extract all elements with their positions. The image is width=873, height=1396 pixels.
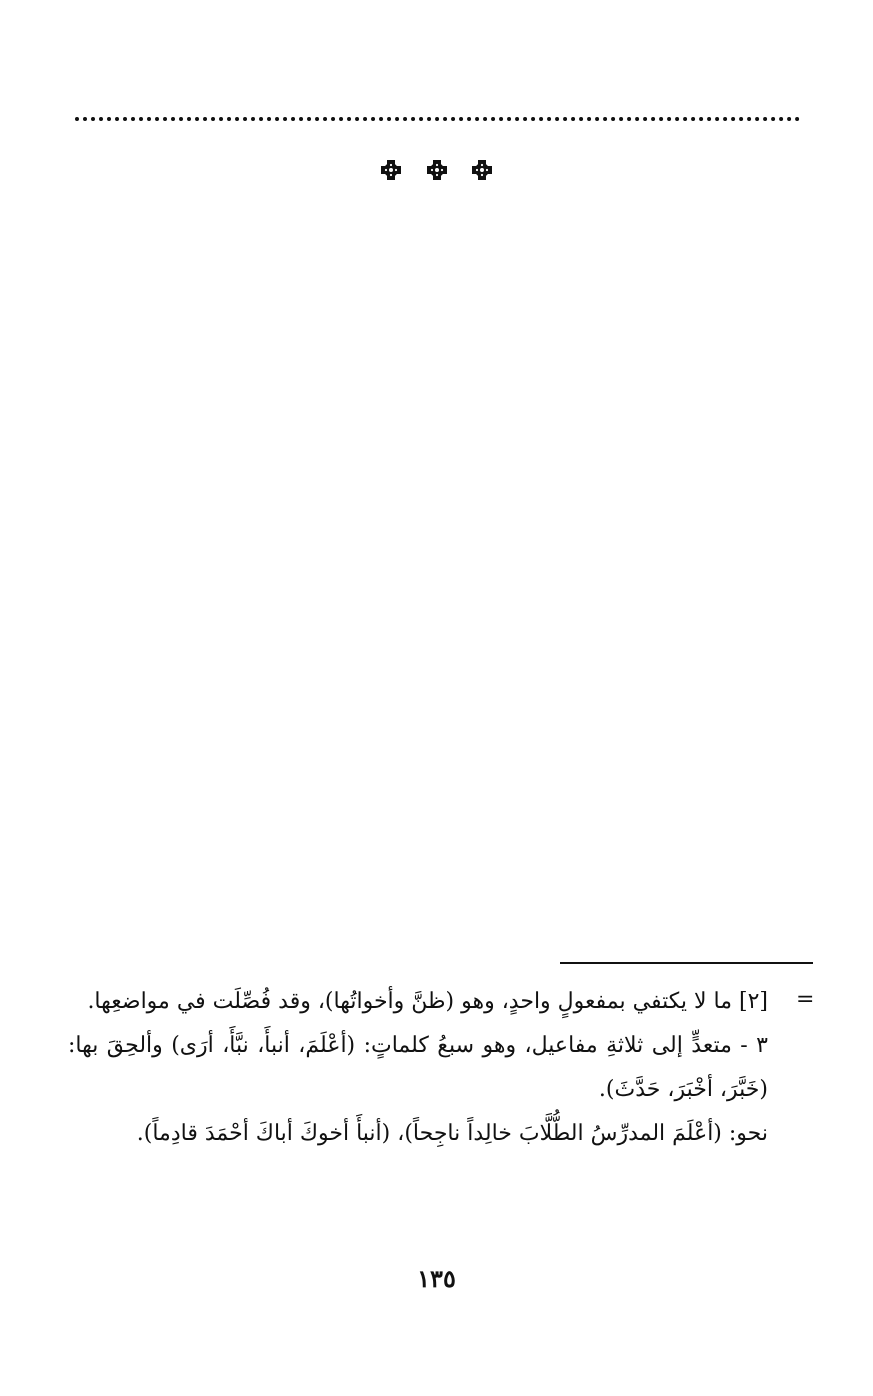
footnote-continuation-mark: = <box>796 987 815 1012</box>
ornament-icon <box>425 158 449 182</box>
dotted-separator <box>75 117 800 121</box>
footnote-block <box>68 980 768 1156</box>
footnote-paragraph: نحو: (أعْلَمَ المدرِّسُ الطُّلَّابَ خالِداً ناجِحاً)، (أنبأَ أخوكَ أباكَ أحْمَدَ قادِماً). <box>136 1121 768 1146</box>
footnote-paragraph: ٣ - متعدٍّ إلى ثلاثةِ مفاعيل، وهو سبعُ كلماتٍ: (أعْلَمَ، أنبأَ، نبَّأَ، أرَى) وألحِقَ بها: (خَبَّرَ، أخْبَرَ، حَدَّثَ). <box>68 1033 768 1102</box>
page-number: ١٣٥ <box>417 1264 456 1293</box>
footnote-paragraph: [٢] ما لا يكتفي بمفعولٍ واحدٍ، وهو (ظنَّ وأخواتُها)، وقد فُصِّلَت في مواضعِها. <box>87 989 768 1014</box>
ornament-icon <box>379 158 403 182</box>
ornament-icon <box>470 158 494 182</box>
ornament-row <box>0 158 873 186</box>
footnote-separator <box>560 962 813 964</box>
